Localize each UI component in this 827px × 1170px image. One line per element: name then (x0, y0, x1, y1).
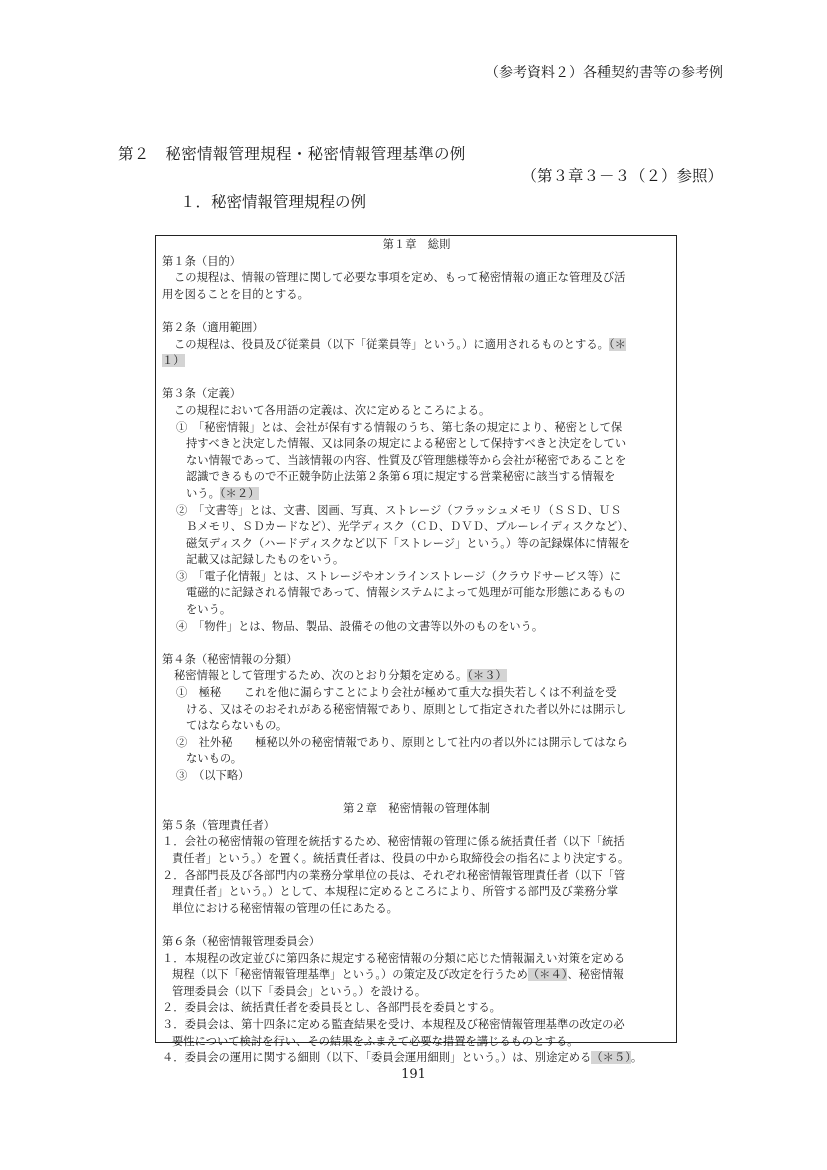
text-line (162, 585, 671, 602)
text-line (162, 254, 671, 271)
line-text: 第１条（目的） (162, 254, 242, 268)
text-line (162, 718, 671, 735)
line-text: をいう。 (186, 603, 232, 617)
line-text: ① 極秘 これを他に漏らすことにより会社が極めて重大な損失若しくは不利益を受 (176, 686, 617, 700)
line-text: 秘密情報として管理するため、次のとおり分類を定める。 (174, 669, 468, 683)
section-reference: （第３章３－３（２）参照） (521, 167, 723, 185)
text-line (162, 884, 671, 901)
text-line (162, 668, 671, 685)
text-line (162, 519, 671, 536)
text-line (162, 801, 671, 818)
text-line (162, 1034, 671, 1051)
blank-line (162, 785, 671, 802)
text-line (162, 602, 671, 619)
line-text: 第２条（適用範囲） (162, 320, 264, 334)
note-marker: （＊２） (219, 486, 260, 500)
line-text: 単位における秘密情報の管理の任にあたる。 (172, 901, 398, 915)
header-reference: （参考資料２）各種契約書等の参考例 (485, 65, 723, 81)
text-line (162, 386, 671, 403)
blank-line (162, 370, 671, 387)
text-line (162, 1050, 671, 1067)
line-text: 管理委員会（以下「委員会」という。）を設ける。 (172, 984, 427, 998)
line-text: ３．委員会は、第十四条に定める監査結果を受け、本規程及び秘密情報管理基準の改定の必 (162, 1017, 625, 1031)
line-text: ② 社外秘 極秘以外の秘密情報であり、原則として社内の者以外には開示してはなら (176, 735, 628, 749)
text-line (162, 751, 671, 768)
text-line (162, 237, 671, 254)
line-text: ③ （以下略） (176, 769, 250, 782)
line-text: １．本規程の改定並びに第四条に規定する秘密情報の分類に応じた情報漏えい対策を定める (162, 951, 626, 965)
text-line (162, 619, 671, 636)
line-text: いう。 (186, 486, 220, 500)
text-line (162, 287, 671, 304)
line-text: Ｂメモリ、ＳＤカードなど）、光学ディスク（ＣＤ、ＤＶＤ、ブルーレイディスクなど）、 (186, 520, 635, 534)
section-title: 第２ 秘密情報管理規程・秘密情報管理基準の例 (118, 145, 466, 163)
line-text: 用を図ることを目的とする。 (162, 287, 309, 301)
line-text: 要性について検討を行い、その結果をふまえて必要な措置を講じるものとする。 (172, 1034, 579, 1048)
line-text: ない情報であって、当該情報の内容、性質及び管理態様等から会社が秘密であることを (186, 453, 627, 467)
text-line (162, 270, 671, 287)
line-text: 第２章 秘密情報の管理体制 (343, 802, 490, 816)
line-text: 第５条（管理責任者） (162, 818, 275, 832)
note-marker: （＊４） (527, 968, 568, 982)
text-line (162, 685, 671, 702)
sub-title: １．秘密情報管理規程の例 (180, 193, 367, 211)
text-line (162, 967, 671, 984)
line-text: 持すべきと決定した情報、又は同条の規定による秘密として保持すべきと決定をしてい (186, 437, 627, 451)
note-marker: （＊５） (591, 1051, 631, 1065)
text-line (162, 469, 671, 486)
blank-line (162, 917, 671, 934)
line-text-after: 、秘密情報 (567, 968, 624, 982)
page-number: 191 (401, 1067, 426, 1082)
blank-line (162, 303, 671, 320)
line-text: 理責任者」という。）として、本規程に定めるところにより、所管する部門及び業務分掌 (172, 885, 619, 899)
text-line (162, 735, 671, 752)
line-text: ④ 「物件」とは、物品、製品、設備その他の文書等以外のものをいう。 (176, 619, 544, 633)
text-line (162, 337, 671, 354)
line-text: 第６条（秘密情報管理委員会） (162, 934, 321, 948)
line-text: ③ 「電子化情報」とは、ストレージやオンラインストレージ（クラウドサービス等）に (176, 569, 622, 583)
line-text: ける、又はそのおそれがある秘密情報であり、原則として指定された者以外には開示し (186, 702, 627, 716)
line-text: 規程（以下「秘密情報管理基準」という。）の策定及び改定を行うため (172, 968, 528, 982)
line-text: てはならないもの。 (186, 719, 288, 733)
text-line (162, 1017, 671, 1034)
text-line (162, 834, 671, 851)
text-line (162, 1000, 671, 1017)
text-line (162, 818, 671, 835)
text-line (162, 536, 671, 553)
text-line (162, 934, 671, 951)
text-line (162, 353, 671, 370)
text-line (162, 503, 671, 520)
line-text: ２．各部門長及び各部門内の業務分掌単位の長は、それぞれ秘密情報管理責任者（以下「管 (162, 868, 626, 882)
line-text: ４．委員会の運用に関する細則（以下、「委員会運用細則」という。）は、別途定める (162, 1051, 592, 1065)
note-marker: （＊ (608, 337, 626, 351)
text-line (162, 901, 671, 918)
line-text: 責任者」という。）を置く。統括責任者は、役員の中から取締役会の指名により決定する。 (172, 851, 630, 865)
text-line (162, 320, 671, 337)
text-line (162, 951, 671, 968)
line-text: ① 「秘密情報」とは、会社が保有する情報のうち、第七条の規定により、秘密として保 (176, 420, 623, 434)
text-line (162, 453, 671, 470)
text-line (162, 868, 671, 885)
line-text: 認識できるもので不正競争防止法第２条第６項に規定する営業秘密に該当する情報を (186, 470, 616, 484)
line-text: 第４条（秘密情報の分類） (162, 652, 298, 666)
line-text: この規程において各用語の定義は、次に定めるところによる。 (174, 403, 491, 417)
line-text: 磁気ディスク（ハードディスクなど以下「ストレージ」という。）等の記録媒体に情報を (186, 536, 631, 550)
text-line (162, 403, 671, 420)
line-text: 第３条（定義） (162, 387, 242, 401)
note-marker: １） (162, 354, 185, 368)
line-text: 第１章 総則 (382, 238, 451, 251)
line-text: 電磁的に記録される情報であって、情報システムによって処理が可能な形態にあるもの (186, 586, 626, 600)
text-line (162, 702, 671, 719)
blank-line (162, 635, 671, 652)
line-text: この規程は、情報の管理に関して必要な事項を定め、もって秘密情報の適正な管理及び活 (174, 271, 626, 285)
text-line (162, 552, 671, 569)
text-line (162, 984, 671, 1001)
line-text: ないもの。 (186, 752, 243, 766)
line-text: この規程は、役員及び従業員（以下「従業員等」という。）に適用されるものとする。 (174, 337, 609, 351)
line-text: ② 「文書等」とは、文書、図画、写真、ストレージ（フラッシュメモリ（ＳＳＤ、ＵＳ (176, 503, 622, 517)
text-line (162, 486, 671, 503)
text-line (162, 436, 671, 453)
regulation-box (155, 235, 677, 1065)
text-line (162, 851, 671, 868)
line-text: １．会社の秘密情報の管理を統括するため、秘密情報の管理に係る統括責任者（以下「統括 (162, 835, 625, 849)
line-text-after: 。 (630, 1051, 643, 1065)
text-line (162, 420, 671, 437)
text-line (162, 569, 671, 586)
line-text: 記載又は記録したものをいう。 (186, 553, 345, 567)
note-marker: （＊３） (467, 669, 507, 683)
text-line (162, 768, 671, 785)
line-text: ２．委員会は、統括責任者を委員長とし、各部門長を委員とする。 (162, 1001, 501, 1015)
text-line (162, 652, 671, 669)
